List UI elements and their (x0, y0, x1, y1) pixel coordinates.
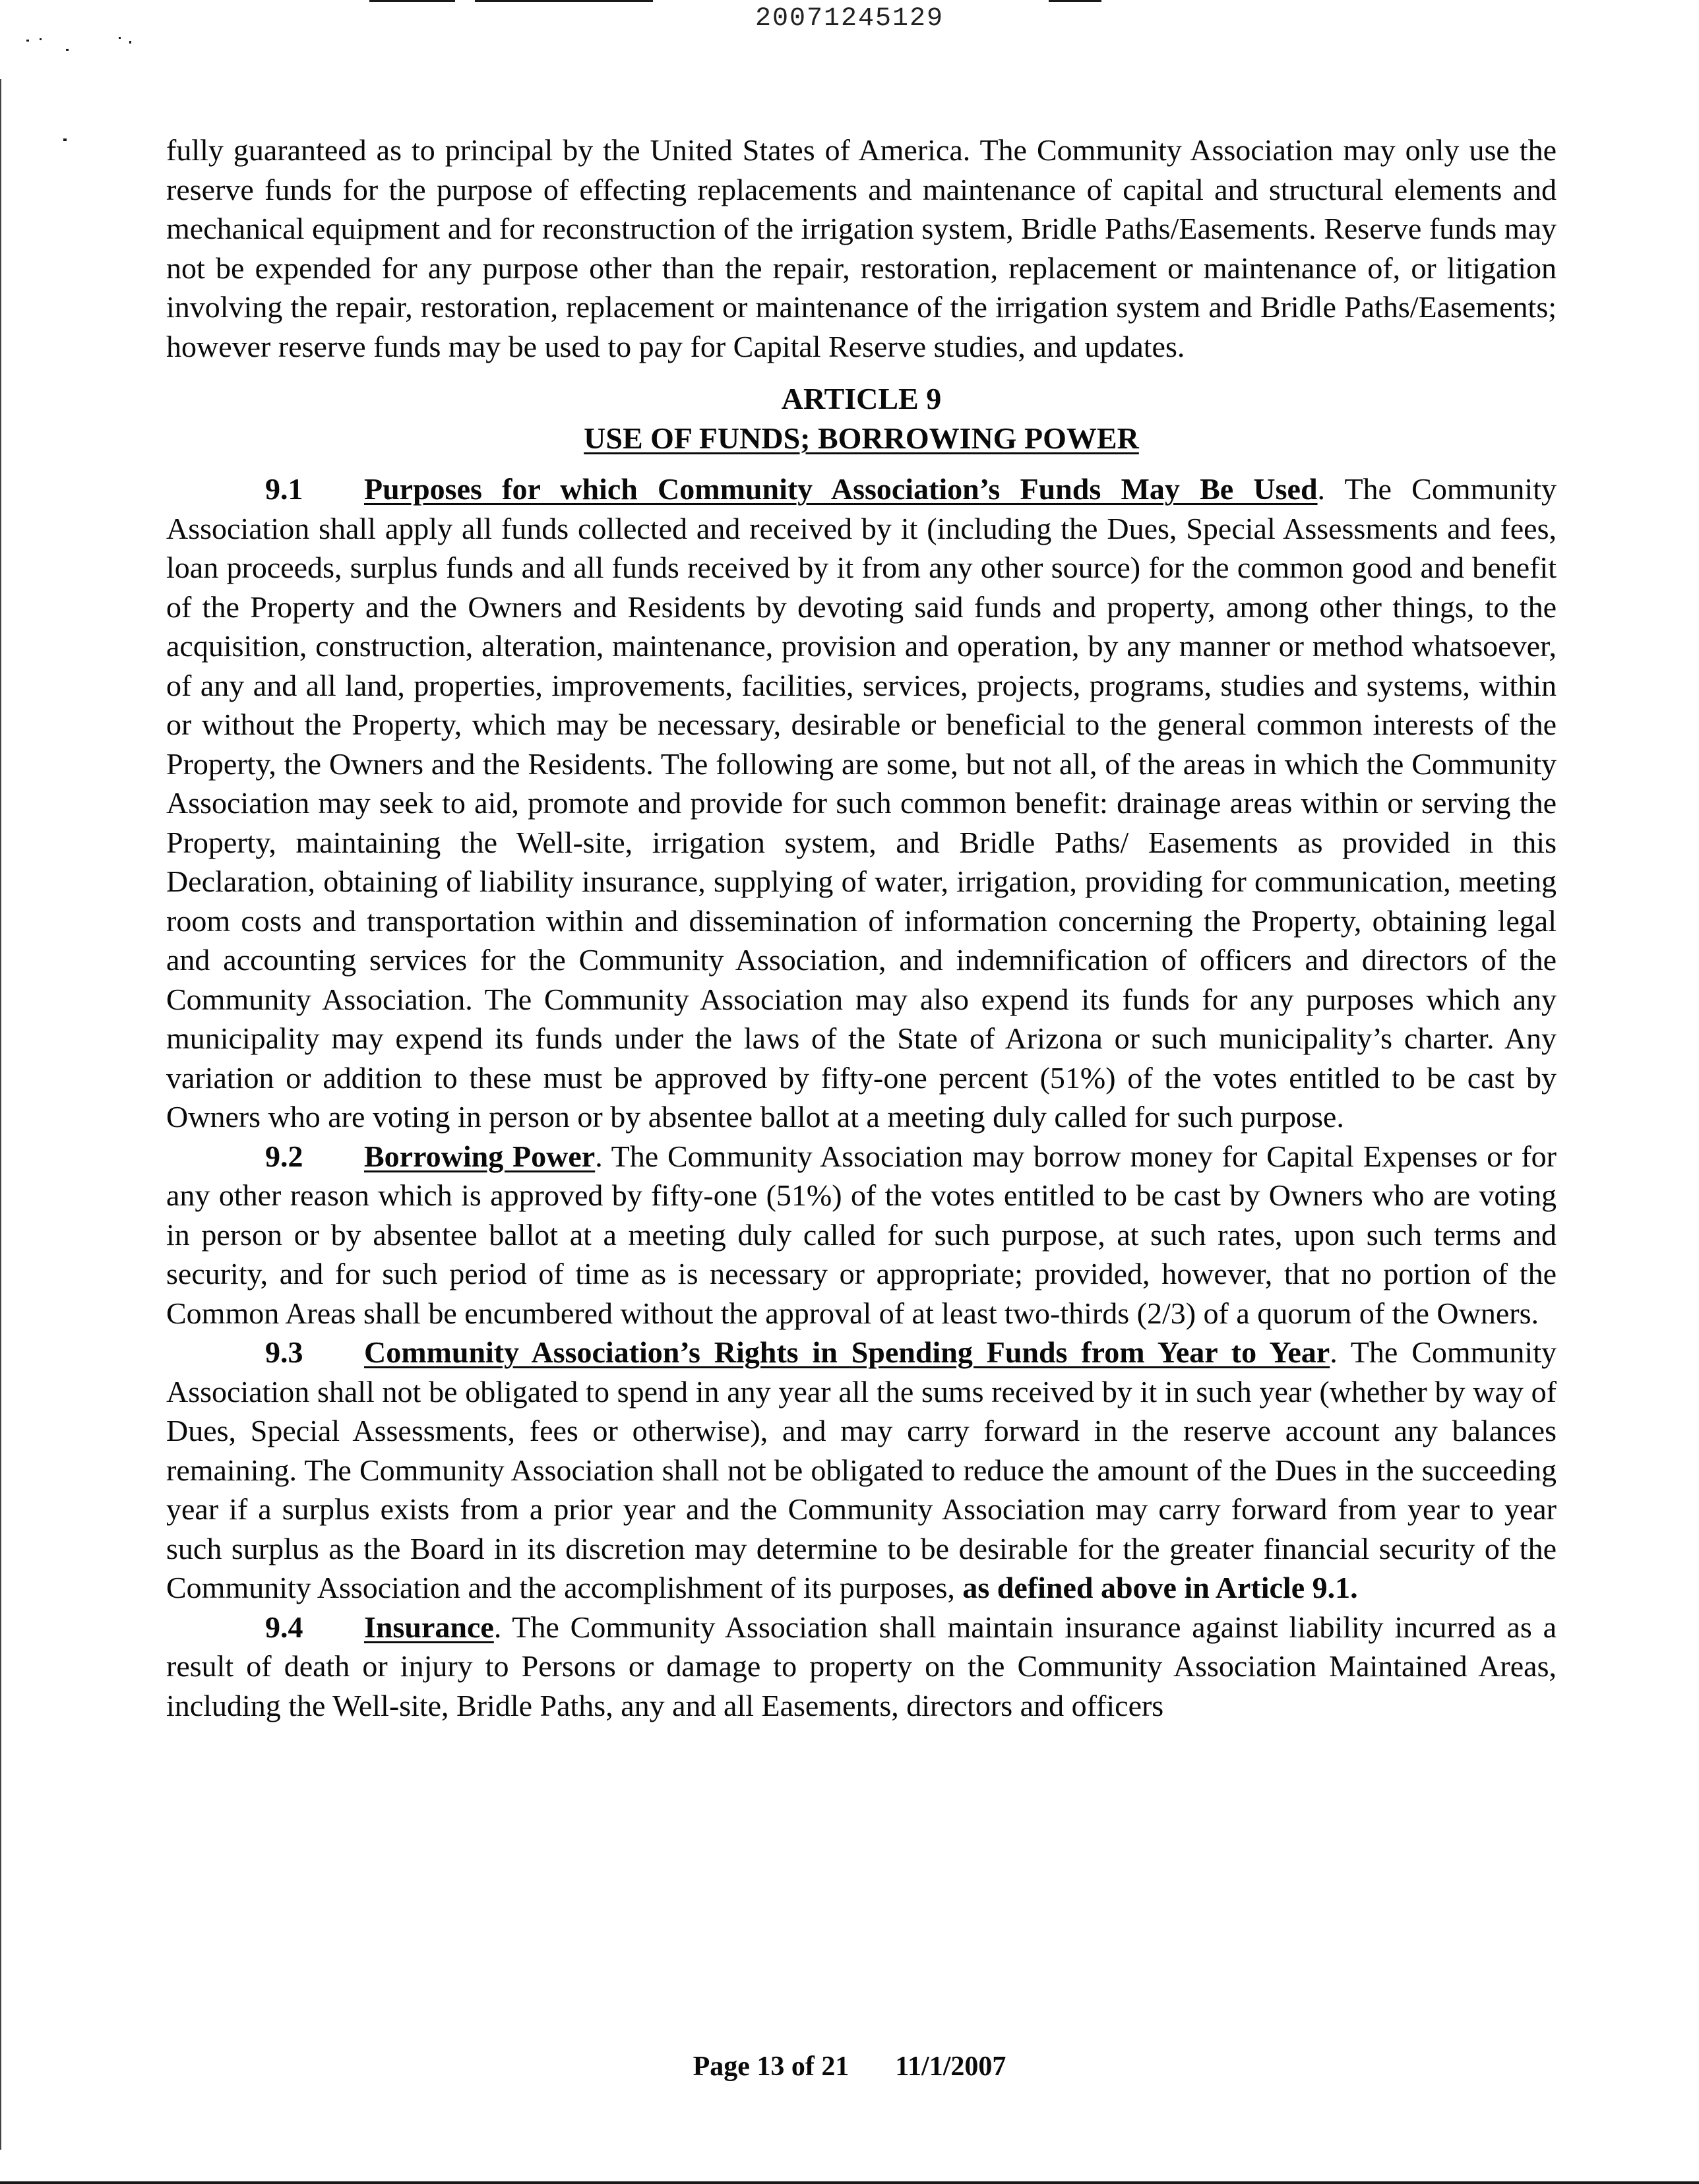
scan-line-top-middle (475, 0, 653, 2)
section-9-1 (166, 470, 1557, 1137)
section-text: . The Community Association shall maintain insurance against liability incurred as a result of death or injury to Persons or damage to property on the Community Association Maintained Areas, including the Well-site, Bridle Paths, any and all Easements, directors and officers (166, 1610, 1557, 1722)
section-text: . The Community Association shall apply all funds collected and received by it (including the Dues, Special Assessments and fees, loan proceeds, surplus funds and all funds received by it from any other source) for the common good and benefit of the Property and the Owners and Residents by devoting said funds and property, among other things, to the acquisition, construction, alteration, maintenance, provision and operation, by any manner or method whatsoever, of any and all land, properties, improvements, facilities, services, projects, programs, studies and systems, within or without the Property, which may be necessary, desirable or beneficial to the general common interests of the Property, the Owners and the Residents. The following are some, but not all, of the areas in which the Community Association may seek to aid, promote and provide for such common benefit: drainage areas within or serving the Property, maintaining the Well-site, irrigation system, and Bridle Paths/ Easements as provided in this Declaration, obtaining of liability insurance, supplying of water, irrigation, providing for communication, meeting room costs and transportation within and dissemination of information concerning the Property, obtaining legal and accounting services for the Community Association, and indemnification of officers and directors of the Community Association. The Community Association may also expend its funds for any purposes which any municipality may expend its funds under the laws of the State of Arizona or such municipality’s charter. Any variation or addition to these must be approved by fifty-one percent (51%) of the votes entitled to be cast by Owners who are voting in person or by absentee ballot at a meeting duly called for such purpose. (166, 472, 1557, 1134)
page-number: Page 13 of 21 (693, 2051, 850, 2082)
section-number: 9.3 (265, 1335, 303, 1369)
article-number: ARTICLE 9 (781, 382, 942, 415)
scan-line-left-edge (0, 79, 1, 2150)
article-heading (166, 379, 1557, 458)
section-text: . The Community Association may borrow money for Capital Expenses or for any other reason which is approved by fifty-one (51%) of the votes entitled to be cast by Owners who are voting in person or by absentee ballot at a meeting duly called for such purpose, at such rates, upon such terms and security, and for such period of time as is necessary or appropriate; provided, however, that no portion of the Common Areas shall be encumbered without the approval of at least two-thirds (2/3) of a quorum of the Owners. (166, 1139, 1557, 1330)
scan-line-top-right (1049, 0, 1101, 2)
scan-speck (40, 38, 42, 40)
section-title: Community Association’s Rights in Spending Funds from Year to Year (364, 1335, 1330, 1369)
intro-paragraph: fully guaranteed as to principal by the United States of America. The Community Association may only use the reserve funds for the purpose of effecting replacements and maintenance of capital and structural elements and mechanical equipment and for reconstruction of the irrigation system, Bridle Paths/Easements. Reserve funds may not be expended for any purpose other than the repair, restoration, replacement or maintenance of, or litigation involving the repair, restoration, replacement or maintenance of the irrigation system and Bridle Paths/Easements; however reserve funds may be used to pay for Capital Reserve studies, and updates. (166, 133, 1557, 363)
section-number: 9.4 (265, 1610, 303, 1644)
section-number: 9.1 (265, 472, 303, 506)
scan-speck (66, 49, 69, 51)
scan-speck (63, 138, 67, 141)
section-9-4 (166, 1608, 1557, 1726)
document-body (166, 131, 1557, 1725)
recording-number: 20071245129 (755, 4, 944, 34)
section-title: Purposes for which Community Association’s Funds May Be Used (364, 472, 1318, 506)
scan-line-bottom (0, 2181, 1699, 2184)
article-title: USE OF FUNDS; BORROWING POWER (584, 421, 1139, 455)
scan-speck (119, 37, 121, 39)
section-title: Borrowing Power (364, 1139, 596, 1173)
scan-speck (129, 41, 131, 44)
section-title: Insurance (364, 1610, 494, 1644)
section-9-2 (166, 1137, 1557, 1333)
section-number: 9.2 (265, 1139, 303, 1173)
page-footer (0, 2051, 1699, 2082)
scan-line-top-left (369, 0, 455, 2)
section-text: . The Community Association shall not be obligated to spend in any year all the sums received by it in such year (whether by way of Dues, Special Assessments, fees or otherwise), and may carry forward in the reserve account any balances remaining. The Community Association shall not be obligated to reduce the amount of the Dues in the succeeding year if a surplus exists from a prior year and the Community Association may carry forward from year to year such surplus as the Board in its discretion may determine to be desirable for the greater financial security of the Community Association and the accomplishment of its purposes, (166, 1335, 1557, 1604)
scan-speck (26, 40, 29, 42)
footer-date: 11/1/2007 (895, 2051, 1006, 2082)
section-bold-reference: as defined above in Article 9.1. (962, 1571, 1358, 1604)
section-9-3 (166, 1333, 1557, 1608)
